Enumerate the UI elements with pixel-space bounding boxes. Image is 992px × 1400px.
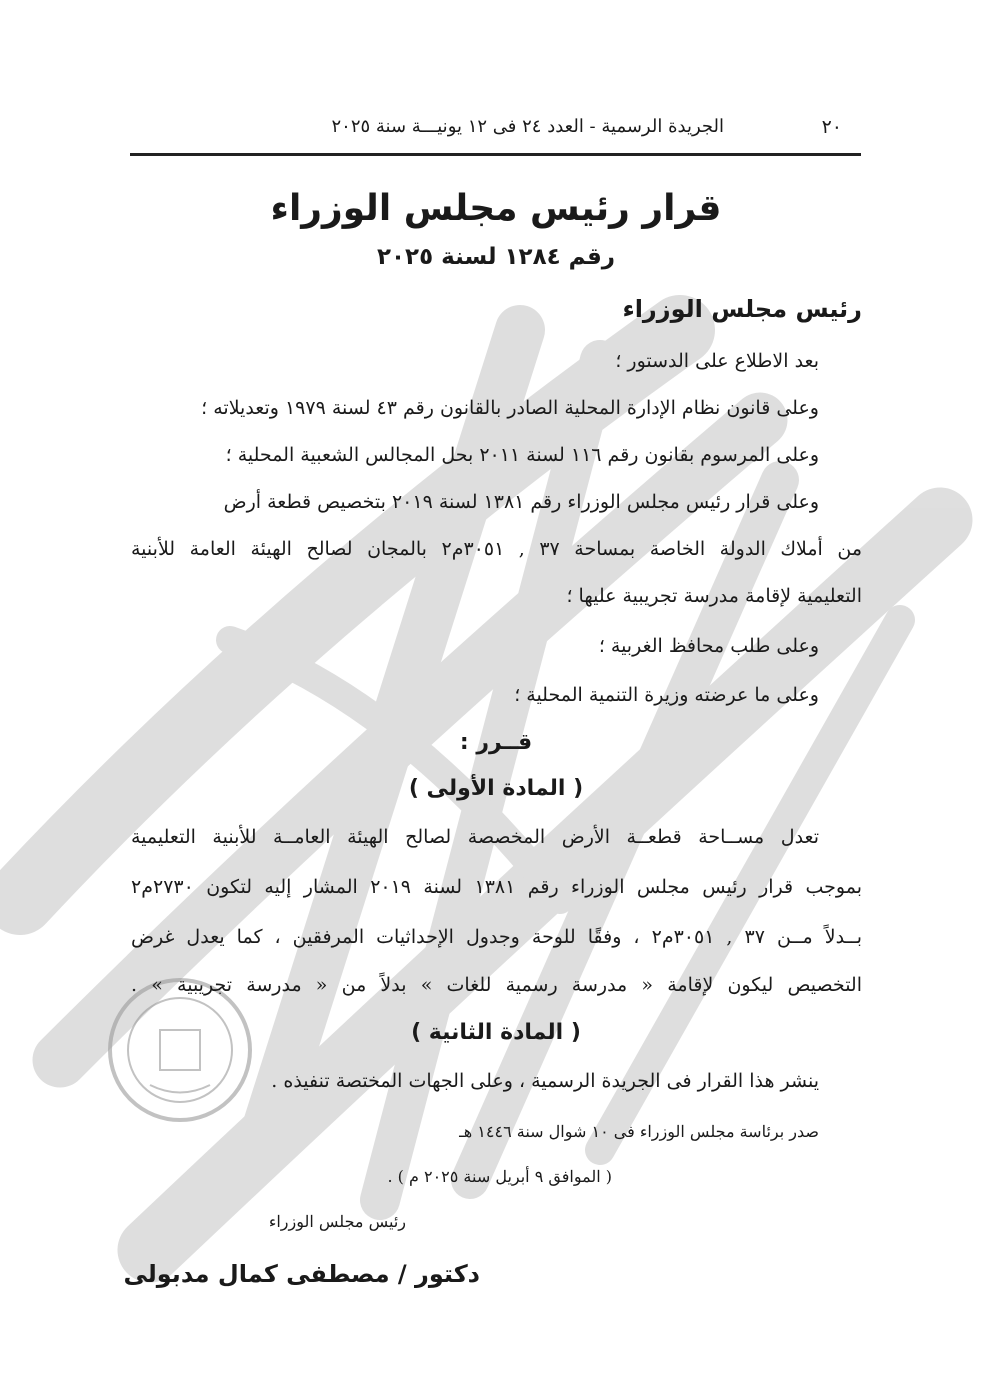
article-1-line: التخصيص ليكون لإقامة « مدرسة رسمية للغات » بدلاً من « مدرسة تجريبية » . [131, 974, 862, 996]
preamble-line: بعد الاطلاع على الدستور ؛ [615, 350, 819, 372]
preamble-line: وعلى قرار رئيس مجلس الوزراء رقم ١٣٨١ لسنة ٢٠١٩ بتخصيص قطعة أرض [223, 491, 819, 513]
article-1-line: بــدلاً مــن ٣٧ , ٣٠٥١م٢ ، وفقًا للوحة وجدول الإحداثيات المرفقين ، كما يعدل غرض [131, 926, 862, 948]
article-2-heading: ( المادة الثانية ) [411, 1020, 581, 1045]
page-number: ٢٠ [821, 116, 842, 138]
preamble-line: وعلى المرسوم بقانون رقم ١١٦ لسنة ٢٠١١ بحل المجالس الشعبية المحلية ؛ [225, 444, 819, 466]
preamble-line: وعلى طلب محافظ الغربية ؛ [598, 635, 819, 657]
article-2-text: ينشر هذا القرار فى الجريدة الرسمية ، وعلى الجهات المختصة تنفيذه . [271, 1070, 819, 1092]
preamble-line: من أملاك الدولة الخاصة بمساحة ٣٧ , ٣٠٥١م٢ بالمجان لصالح الهيئة العامة للأبنية [131, 538, 862, 560]
decree-number: رقم ١٢٨٤ لسنة ٢٠٢٥ [376, 244, 616, 270]
header-divider [130, 153, 861, 156]
article-1-line: تعدل مســاحة قطعــة الأرض المخصصة لصالح الهيئة العامــة للأبنية التعليمية [131, 826, 819, 848]
article-1-line: بموجب قرار رئيس مجلس الوزراء رقم ١٣٨١ لسنة ٢٠١٩ المشار إليه لتكون ٢٧٣٠م٢ [131, 876, 862, 898]
preamble-line: وعلى ما عرضته وزيرة التنمية المحلية ؛ [514, 684, 819, 706]
preamble-line: التعليمية لإقامة مدرسة تجريبية عليها ؛ [566, 585, 862, 607]
decree-title: قرار رئيس مجلس الوزراء [270, 188, 722, 229]
issuing-authority: رئيس مجلس الوزراء [622, 295, 862, 323]
article-1-heading: ( المادة الأولى ) [408, 776, 584, 801]
signatory-name: دكتور / مصطفى كمال مدبولى [123, 1260, 480, 1288]
decided-heading: قــرر : [459, 730, 533, 755]
issue-date-gregorian: ( الموافق ٩ أبريل سنة ٢٠٢٥ م ) . [387, 1167, 612, 1186]
issue-date-hijri: صدر برئاسة مجلس الوزراء فى ١٠ شوال سنة ١٤٤٦ هـ [459, 1122, 819, 1141]
signatory-role: رئيس مجلس الوزراء [268, 1212, 406, 1231]
gazette-header: الجريدة الرسمية - العدد ٢٤ فى ١٢ يونيـــة سنة ٢٠٢٥ [331, 116, 724, 137]
preamble-line: وعلى قانون نظام الإدارة المحلية الصادر بالقانون رقم ٤٣ لسنة ١٩٧٩ وتعديلاته ؛ [201, 397, 819, 419]
